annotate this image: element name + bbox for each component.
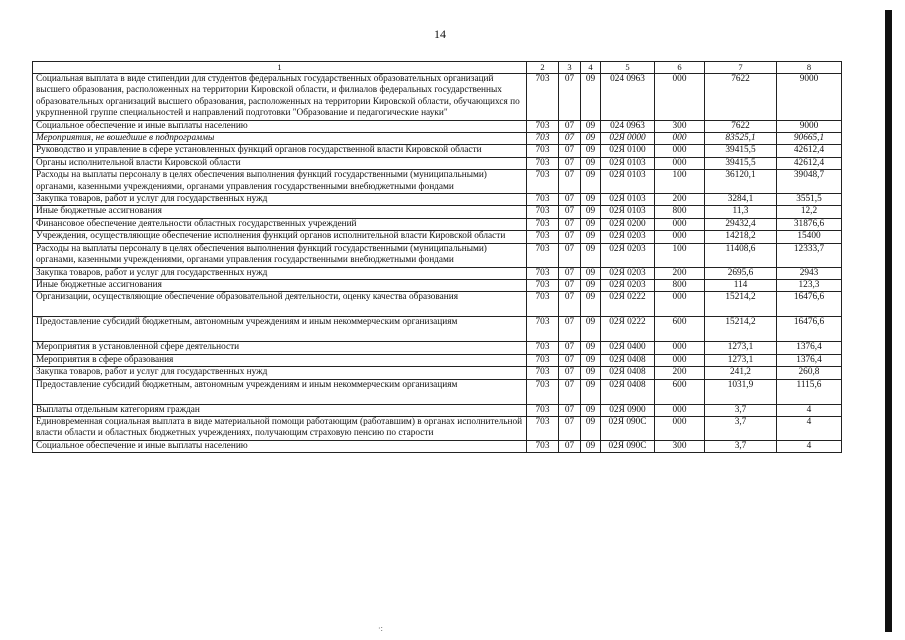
expense-type-cell: 800 bbox=[655, 279, 705, 291]
row-name-cell: Мероприятия в установленной сфере деятельности bbox=[33, 342, 527, 354]
expense-type-cell: 000 bbox=[655, 133, 705, 145]
amount-year2-cell: 15400 bbox=[777, 231, 842, 243]
section-cell: 07 bbox=[559, 317, 581, 342]
row-name-cell: Органы исполнительной власти Кировской области bbox=[33, 157, 527, 169]
table-row bbox=[33, 267, 842, 279]
table-row bbox=[33, 120, 842, 132]
amount-year1-cell: 11,3 bbox=[705, 206, 777, 218]
amount-year1-cell: 14218,2 bbox=[705, 231, 777, 243]
amount-year1-cell: 1273,1 bbox=[705, 354, 777, 366]
amount-year2-cell: 4 bbox=[777, 404, 842, 416]
table-row bbox=[33, 231, 842, 243]
expense-type-cell: 200 bbox=[655, 267, 705, 279]
section-cell: 07 bbox=[559, 440, 581, 452]
header-cell: 3 bbox=[559, 62, 581, 74]
table-row bbox=[33, 354, 842, 366]
amount-year2-cell: 90665,1 bbox=[777, 133, 842, 145]
table-row bbox=[33, 379, 842, 404]
subsection-cell: 09 bbox=[581, 218, 601, 230]
amount-year2-cell: 9000 bbox=[777, 74, 842, 121]
expense-type-cell: 300 bbox=[655, 440, 705, 452]
section-cell: 07 bbox=[559, 120, 581, 132]
amount-year2-cell: 1376,4 bbox=[777, 342, 842, 354]
expense-type-cell: 300 bbox=[655, 120, 705, 132]
row-name-cell: Социальная выплата в виде стипендии для студентов федеральных государственных образовательных организаций высшего образования, расположенных на территории Кировской области, и филиалов федеральных государственных образовательных организаций высшего образования, расположенных на территории Кировской области, обучающихся по укрупненной группе специальностей и направлений подготовки "Образование и педагогические науки" bbox=[33, 74, 527, 121]
subsection-cell: 09 bbox=[581, 279, 601, 291]
table-row bbox=[33, 367, 842, 379]
amount-year2-cell: 1376,4 bbox=[777, 354, 842, 366]
row-name-cell: Мероприятия, не вошедшие в подпрограммы bbox=[33, 133, 527, 145]
amount-year1-cell: 39415,5 bbox=[705, 145, 777, 157]
header-cell: 6 bbox=[655, 62, 705, 74]
chapter-cell: 703 bbox=[527, 267, 559, 279]
target-article-cell: 02Я 0103 bbox=[601, 170, 655, 194]
target-article-cell: 02Я 0200 bbox=[601, 218, 655, 230]
table-row bbox=[33, 74, 842, 121]
table-row bbox=[33, 404, 842, 416]
expense-type-cell: 600 bbox=[655, 379, 705, 404]
subsection-cell: 09 bbox=[581, 120, 601, 132]
table-row bbox=[33, 292, 842, 317]
amount-year2-cell: 4 bbox=[777, 416, 842, 440]
target-article-cell: 02Я 0203 bbox=[601, 231, 655, 243]
amount-year2-cell: 260,8 bbox=[777, 367, 842, 379]
header-row bbox=[33, 62, 842, 74]
target-article-cell: 02Я 0203 bbox=[601, 267, 655, 279]
header-cell: 4 bbox=[581, 62, 601, 74]
expense-type-cell: 000 bbox=[655, 416, 705, 440]
row-name-cell: Мероприятия в сфере образования bbox=[33, 354, 527, 366]
subsection-cell: 09 bbox=[581, 206, 601, 218]
table-row bbox=[33, 133, 842, 145]
chapter-cell: 703 bbox=[527, 157, 559, 169]
section-cell: 07 bbox=[559, 267, 581, 279]
section-cell: 07 bbox=[559, 157, 581, 169]
subsection-cell: 09 bbox=[581, 416, 601, 440]
chapter-cell: 703 bbox=[527, 404, 559, 416]
subsection-cell: 09 bbox=[581, 379, 601, 404]
table-row bbox=[33, 218, 842, 230]
table-row bbox=[33, 416, 842, 440]
expense-type-cell: 000 bbox=[655, 292, 705, 317]
target-article-cell: 02Я 0408 bbox=[601, 379, 655, 404]
subsection-cell: 09 bbox=[581, 74, 601, 121]
section-cell: 07 bbox=[559, 145, 581, 157]
chapter-cell: 703 bbox=[527, 440, 559, 452]
amount-year2-cell: 2943 bbox=[777, 267, 842, 279]
row-name-cell: Иные бюджетные ассигнования bbox=[33, 279, 527, 291]
chapter-cell: 703 bbox=[527, 367, 559, 379]
target-article-cell: 02Я 0100 bbox=[601, 145, 655, 157]
target-article-cell: 02Я 090С bbox=[601, 416, 655, 440]
expense-type-cell: 000 bbox=[655, 157, 705, 169]
amount-year1-cell: 83525,1 bbox=[705, 133, 777, 145]
target-article-cell: 02Я 090С bbox=[601, 440, 655, 452]
section-cell: 07 bbox=[559, 342, 581, 354]
amount-year1-cell: 3,7 bbox=[705, 404, 777, 416]
section-cell: 07 bbox=[559, 231, 581, 243]
row-name-cell: Руководство и управление в сфере установленных функций органов государственной власти Кировской области bbox=[33, 145, 527, 157]
amount-year1-cell: 7622 bbox=[705, 120, 777, 132]
subsection-cell: 09 bbox=[581, 440, 601, 452]
table-row bbox=[33, 342, 842, 354]
subsection-cell: 09 bbox=[581, 342, 601, 354]
row-name-cell: Закупка товаров, работ и услуг для государственных нужд bbox=[33, 194, 527, 206]
amount-year2-cell: 123,3 bbox=[777, 279, 842, 291]
table-row bbox=[33, 279, 842, 291]
target-article-cell: 02Я 0203 bbox=[601, 279, 655, 291]
stray-mark: ·: bbox=[378, 624, 383, 633]
row-name-cell: Расходы на выплаты персоналу в целях обеспечения выполнения функций государственными (муниципальными) органами, казенными учреждениями, органами управления государственными внебюджетными фондами bbox=[33, 170, 527, 194]
row-name-cell: Социальное обеспечение и иные выплаты населению bbox=[33, 440, 527, 452]
row-name-cell: Учреждения, осуществляющие обеспечение исполнения функций органов исполнительной власти Кировской области bbox=[33, 231, 527, 243]
table-row bbox=[33, 206, 842, 218]
subsection-cell: 09 bbox=[581, 354, 601, 366]
amount-year2-cell: 42612,4 bbox=[777, 145, 842, 157]
subsection-cell: 09 bbox=[581, 317, 601, 342]
expense-type-cell: 000 bbox=[655, 145, 705, 157]
table-row bbox=[33, 145, 842, 157]
subsection-cell: 09 bbox=[581, 170, 601, 194]
amount-year1-cell: 36120,1 bbox=[705, 170, 777, 194]
amount-year2-cell: 31876,6 bbox=[777, 218, 842, 230]
section-cell: 07 bbox=[559, 218, 581, 230]
section-cell: 07 bbox=[559, 279, 581, 291]
target-article-cell: 02Я 0103 bbox=[601, 157, 655, 169]
amount-year1-cell: 1031,9 bbox=[705, 379, 777, 404]
header-cell: 5 bbox=[601, 62, 655, 74]
row-name-cell: Выплаты отдельным категориям граждан bbox=[33, 404, 527, 416]
expense-type-cell: 000 bbox=[655, 231, 705, 243]
expense-type-cell: 100 bbox=[655, 170, 705, 194]
amount-year1-cell: 15214,2 bbox=[705, 292, 777, 317]
amount-year1-cell: 114 bbox=[705, 279, 777, 291]
amount-year2-cell: 3551,5 bbox=[777, 194, 842, 206]
table-row bbox=[33, 194, 842, 206]
target-article-cell: 024 0963 bbox=[601, 120, 655, 132]
target-article-cell: 02Я 0000 bbox=[601, 133, 655, 145]
header-cell: 8 bbox=[777, 62, 842, 74]
row-name-cell: Закупка товаров, работ и услуг для государственных нужд bbox=[33, 367, 527, 379]
expense-type-cell: 600 bbox=[655, 317, 705, 342]
chapter-cell: 703 bbox=[527, 218, 559, 230]
row-name-cell: Предоставление субсидий бюджетным, автономным учреждениям и иным некоммерческим организациям bbox=[33, 317, 527, 342]
chapter-cell: 703 bbox=[527, 379, 559, 404]
amount-year2-cell: 4 bbox=[777, 440, 842, 452]
chapter-cell: 703 bbox=[527, 279, 559, 291]
row-name-cell: Закупка товаров, работ и услуг для государственных нужд bbox=[33, 267, 527, 279]
row-name-cell: Иные бюджетные ассигнования bbox=[33, 206, 527, 218]
amount-year1-cell: 11408,6 bbox=[705, 243, 777, 267]
expense-type-cell: 000 bbox=[655, 404, 705, 416]
subsection-cell: 09 bbox=[581, 367, 601, 379]
row-name-cell: Единовременная социальная выплата в виде материальной помощи работающим (работавшим) в органах исполнительной власти области и областных бюджетных учреждениях, получающим страховую пенсию по старости bbox=[33, 416, 527, 440]
amount-year2-cell: 12,2 bbox=[777, 206, 842, 218]
chapter-cell: 703 bbox=[527, 74, 559, 121]
amount-year2-cell: 16476,6 bbox=[777, 317, 842, 342]
chapter-cell: 703 bbox=[527, 170, 559, 194]
amount-year1-cell: 7622 bbox=[705, 74, 777, 121]
section-cell: 07 bbox=[559, 74, 581, 121]
chapter-cell: 703 bbox=[527, 133, 559, 145]
target-article-cell: 02Я 0203 bbox=[601, 243, 655, 267]
table-row bbox=[33, 170, 842, 194]
row-name-cell: Расходы на выплаты персоналу в целях обеспечения выполнения функций государственными (муниципальными) органами, казенными учреждениями, органами управления государственными внебюджетными фондами bbox=[33, 243, 527, 267]
section-cell: 07 bbox=[559, 354, 581, 366]
amount-year1-cell: 3,7 bbox=[705, 440, 777, 452]
chapter-cell: 703 bbox=[527, 194, 559, 206]
table-row bbox=[33, 440, 842, 452]
amount-year1-cell: 29432,4 bbox=[705, 218, 777, 230]
amount-year1-cell: 3,7 bbox=[705, 416, 777, 440]
subsection-cell: 09 bbox=[581, 157, 601, 169]
section-cell: 07 bbox=[559, 367, 581, 379]
section-cell: 07 bbox=[559, 404, 581, 416]
expense-type-cell: 200 bbox=[655, 194, 705, 206]
amount-year2-cell: 39048,7 bbox=[777, 170, 842, 194]
chapter-cell: 703 bbox=[527, 354, 559, 366]
row-name-cell: Социальное обеспечение и иные выплаты населению bbox=[33, 120, 527, 132]
subsection-cell: 09 bbox=[581, 145, 601, 157]
amount-year2-cell: 9000 bbox=[777, 120, 842, 132]
section-cell: 07 bbox=[559, 416, 581, 440]
target-article-cell: 02Я 0222 bbox=[601, 317, 655, 342]
amount-year1-cell: 241,2 bbox=[705, 367, 777, 379]
target-article-cell: 024 0963 bbox=[601, 74, 655, 121]
expense-type-cell: 000 bbox=[655, 218, 705, 230]
expense-type-cell: 000 bbox=[655, 342, 705, 354]
subsection-cell: 09 bbox=[581, 194, 601, 206]
target-article-cell: 02Я 0900 bbox=[601, 404, 655, 416]
table-row bbox=[33, 157, 842, 169]
section-cell: 07 bbox=[559, 206, 581, 218]
header-cell: 7 bbox=[705, 62, 777, 74]
section-cell: 07 bbox=[559, 379, 581, 404]
amount-year1-cell: 3284,1 bbox=[705, 194, 777, 206]
amount-year2-cell: 42612,4 bbox=[777, 157, 842, 169]
subsection-cell: 09 bbox=[581, 292, 601, 317]
row-name-cell: Организации, осуществляющие обеспечение образовательной деятельности, оценку качества образования bbox=[33, 292, 527, 317]
row-name-cell: Финансовое обеспечение деятельности областных государственных учреждений bbox=[33, 218, 527, 230]
subsection-cell: 09 bbox=[581, 243, 601, 267]
section-cell: 07 bbox=[559, 170, 581, 194]
amount-year1-cell: 1273,1 bbox=[705, 342, 777, 354]
target-article-cell: 02Я 0103 bbox=[601, 206, 655, 218]
target-article-cell: 02Я 0222 bbox=[601, 292, 655, 317]
header-cell: 2 bbox=[527, 62, 559, 74]
subsection-cell: 09 bbox=[581, 231, 601, 243]
subsection-cell: 09 bbox=[581, 404, 601, 416]
expense-type-cell: 000 bbox=[655, 74, 705, 121]
expense-type-cell: 200 bbox=[655, 367, 705, 379]
section-cell: 07 bbox=[559, 243, 581, 267]
chapter-cell: 703 bbox=[527, 292, 559, 317]
expense-type-cell: 800 bbox=[655, 206, 705, 218]
row-name-cell: Предоставление субсидий бюджетным, автономным учреждениям и иным некоммерческим организациям bbox=[33, 379, 527, 404]
target-article-cell: 02Я 0408 bbox=[601, 354, 655, 366]
expense-type-cell: 000 bbox=[655, 354, 705, 366]
chapter-cell: 703 bbox=[527, 206, 559, 218]
target-article-cell: 02Я 0400 bbox=[601, 342, 655, 354]
scan-edge-bar bbox=[885, 10, 892, 632]
target-article-cell: 02Я 0408 bbox=[601, 367, 655, 379]
subsection-cell: 09 bbox=[581, 133, 601, 145]
page-number: 14 bbox=[434, 27, 446, 41]
amount-year1-cell: 39415,5 bbox=[705, 157, 777, 169]
table-row bbox=[33, 243, 842, 267]
amount-year2-cell: 12333,7 bbox=[777, 243, 842, 267]
amount-year1-cell: 15214,2 bbox=[705, 317, 777, 342]
subsection-cell: 09 bbox=[581, 267, 601, 279]
amount-year2-cell: 16476,6 bbox=[777, 292, 842, 317]
amount-year1-cell: 2695,6 bbox=[705, 267, 777, 279]
budget-table bbox=[32, 61, 842, 453]
amount-year2-cell: 1115,6 bbox=[777, 379, 842, 404]
section-cell: 07 bbox=[559, 194, 581, 206]
chapter-cell: 703 bbox=[527, 243, 559, 267]
chapter-cell: 703 bbox=[527, 120, 559, 132]
expense-type-cell: 100 bbox=[655, 243, 705, 267]
section-cell: 07 bbox=[559, 292, 581, 317]
header-cell: 1 bbox=[33, 62, 527, 74]
section-cell: 07 bbox=[559, 133, 581, 145]
chapter-cell: 703 bbox=[527, 231, 559, 243]
chapter-cell: 703 bbox=[527, 145, 559, 157]
target-article-cell: 02Я 0103 bbox=[601, 194, 655, 206]
chapter-cell: 703 bbox=[527, 342, 559, 354]
chapter-cell: 703 bbox=[527, 317, 559, 342]
chapter-cell: 703 bbox=[527, 416, 559, 440]
table-row bbox=[33, 317, 842, 342]
